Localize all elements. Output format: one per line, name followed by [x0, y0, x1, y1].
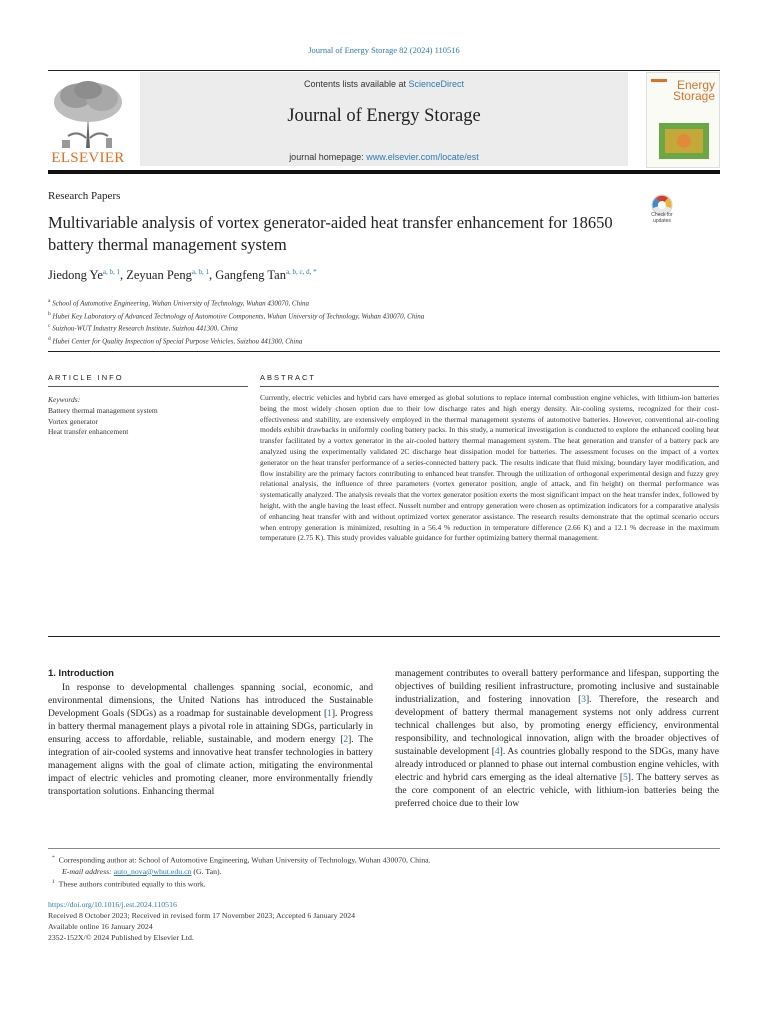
- intro-paragraph-continued: [395, 668, 719, 811]
- affiliation-text: School of Automotive Engineering, Wuhan University of Technology, Wuhan 430070, China: [52, 299, 310, 308]
- affiliation-key: a: [48, 298, 51, 304]
- footnote-text: These authors contributed equally to this work.: [58, 879, 206, 889]
- top-rule: [48, 70, 720, 71]
- publisher-name: ELSEVIER: [51, 150, 125, 166]
- cover-title-line2: Storage: [672, 89, 715, 103]
- abstract-body: Currently, electric vehicles and hybrid cars have emerged as global solutions to replace internal combustion engine vehicles, with lithium-ion batteries being the most widely chosen option due to their low discharge rates and high energy density. Air-cooling systems, recognized for their cost-effectiveness and stability, are extensively employed in the thermal management systems of automotive batteries. However, conventional air-cooling models exhibit drawbacks in uniformly cooling battery packs. In this study, a numerical investigation is conducted to explore the enhanced cooling heat transfer facilitated by a vortex generator in the air-cooled battery thermal management system. The heat generation and transfer of a battery pack are analyzed using the experimentally validated 2C discharge heat dissipation model for batteries. The assessment focuses on the impact of a vortex generator on the heat transfer performance of a series-connected battery pack. The results indicate that fluid mixing, boundary layer modification, and flow instability are the primary factors contributing to enhanced heat transfer. Through the utilization of orthogonal experimental design and fuzzy grey relational analysis, the influence of three parameters (vortex generator position, angle of attack, and fin height) on thermal performance was systematically analyzed. The analysis reveals that the vortex generator position exerts the most significant impact on the heat transfer index, followed by height, with the angle having the least effect. Nusselt number and entropy generation were chosen as optimization indicators for a comparative analysis of enhancing heat transfer with and without optimized vortex generator assistance. The research results demonstrate that the optimal scenario occurs when entropy generation is minimized, resulting in a 56.4 % reduction in temperature difference (2.66 K) and a 12.1 % decrease in the maximum temperature (2.75 K). This study provides valuable guidance for further optimizing battery thermal management.: [260, 393, 719, 543]
- affiliation-key: d: [48, 335, 51, 342]
- author-affil-marks[interactable]: a, b, 1: [102, 268, 120, 276]
- homepage-link[interactable]: www.elsevier.com/locate/est: [366, 152, 479, 162]
- affiliation-item: [48, 309, 708, 322]
- journal-title: Journal of Energy Storage: [287, 106, 481, 126]
- homepage-line: [140, 152, 628, 162]
- text-run: ]. Therefore, the research and development of battery thermal management systems not only address current technical challenges but also, by promoting energy efficiency, environmental responsibility, and technological innovation, align with the broader objectives of sustainable development [: [395, 695, 719, 757]
- author-name[interactable]: Zeyuan Peng: [126, 268, 192, 283]
- copyright: 2352-152X/© 2024 Published by Elsevier Ltd.: [48, 933, 194, 942]
- crossmark-label: [645, 212, 679, 224]
- email-link[interactable]: auto_nova@whut.edu.cn: [113, 866, 192, 876]
- email-label: E-mail address:: [62, 866, 114, 876]
- affiliation-item: [48, 321, 708, 334]
- corresponding-footnote: [52, 853, 712, 866]
- email-footnote: [52, 866, 712, 877]
- cover-title: [653, 80, 715, 102]
- citation-link[interactable]: 5: [623, 773, 628, 783]
- keyword-item: Vortex generator: [48, 416, 99, 426]
- keyword-item: Battery thermal management system: [48, 405, 158, 415]
- contents-prefix: Contents lists available at: [303, 79, 409, 89]
- intro-column-right: [395, 668, 719, 811]
- intro-paragraph: [48, 682, 373, 799]
- publication-info: [48, 899, 720, 943]
- footnote-rule: [48, 848, 720, 849]
- journal-citation[interactable]: Journal of Energy Storage 82 (2024) 110516: [308, 45, 460, 55]
- cover-title-line1: Energy: [676, 78, 715, 92]
- contents-line: [140, 79, 628, 89]
- keywords-block: [48, 395, 248, 438]
- author-affil-marks[interactable]: a, b, c, d, *: [285, 268, 317, 276]
- author-name[interactable]: Gangfeng Tan: [215, 268, 286, 283]
- abstract-end-rule: [48, 636, 720, 637]
- text-run: ]. As countries globally respond to the SDGs, many have already introduced or planned to phase out internal combustion engine vehicles, with electric and hybrid cars emerging as the ideal alternative [: [395, 747, 719, 783]
- paper-title: Multivariable analysis of vortex generator-aided heat transfer enhancement for 18650 battery thermal management system: [48, 213, 613, 254]
- article-info-rule: [48, 386, 248, 387]
- footnotes: [52, 853, 712, 889]
- available-online: Available online 16 January 2024: [48, 922, 153, 931]
- footnote-text: Corresponding author at: School of Automotive Engineering, Wuhan University of Technology, Wuhan 430070, China.: [58, 855, 431, 865]
- affiliation-list: [48, 296, 708, 346]
- homepage-prefix: journal homepage:: [289, 152, 367, 162]
- text-run: ]. Progress in battery thermal management plays a pivotal role in attaining SDGs, particularly in ensuring access to affordable, reliable, sustainable, and modern energy [: [48, 709, 373, 745]
- text-run: ]. The battery serves as the core component of an electric vehicle, with lithium-ion batteries being the preferred choice due to their low: [395, 773, 720, 809]
- affiliation-text: Hubei Key Laboratory of Advanced Technology of Automotive Components, Wuhan University of Technology, Wuhan 430070, China: [52, 311, 425, 320]
- keyword-item: Heat transfer enhancement: [48, 427, 129, 437]
- affiliation-item: [48, 296, 708, 309]
- citation-link[interactable]: 2: [343, 735, 349, 745]
- author-list: Jiedong Ye$^{a, b, 1}$, Zeyuan Peng$^{a, b, 1}$, Gangfeng Tan$^{a, b, c, d, *}$: [48, 268, 317, 283]
- doi-link[interactable]: https://doi.org/10.1016/j.est.2024.110516: [48, 900, 177, 909]
- abstract-rule: [260, 386, 719, 387]
- author-affil-marks[interactable]: a, b, 1: [191, 268, 209, 276]
- equal-contribution-footnote: [52, 877, 712, 890]
- author-name[interactable]: Jiedong Ye: [48, 268, 103, 283]
- crossmark-line2: updates: [653, 218, 671, 224]
- affiliation-key: b: [48, 310, 51, 317]
- footnote-mark: 1: [52, 878, 55, 885]
- section-heading-introduction: 1. Introduction: [48, 668, 114, 679]
- header-rule: [48, 351, 720, 352]
- text-run: ]. The integration of air-cooled systems and innovative heat transfer technologies in battery management aligns with the goal of climate action, mitigating the environmental impact of electric vehicles and promoting cleaner, more environmentally friendly transportation solutions. Enhancing thermal: [48, 735, 373, 797]
- keywords-label: Keywords:: [48, 395, 81, 404]
- intro-column-left: [48, 682, 373, 799]
- crossmark-line1: Check for: [651, 212, 673, 218]
- article-section: Research Papers: [48, 190, 121, 202]
- citation-link[interactable]: 1: [327, 709, 332, 719]
- elsevier-tree-icon: [48, 78, 128, 150]
- citation-link[interactable]: 3: [581, 695, 586, 705]
- affiliation-text: Suizhou-WUT Industry Research Institute, Suizhou 441300, China: [52, 324, 238, 333]
- affiliation-item: [48, 334, 708, 347]
- text-run: management contributes to overall battery performance and lifespan, supporting the objectives of building resilient infrastructure, promoting inclusive and sustainable industrialization, and fostering innovation [: [395, 669, 719, 705]
- received-dates: Received 8 October 2023; Received in revised form 17 November 2023; Accepted 6 January 2024: [48, 911, 356, 920]
- sciencedirect-link[interactable]: ScienceDirect: [408, 79, 465, 89]
- masthead-rule: [48, 170, 720, 174]
- article-info-heading: ARTICLE INFO: [48, 373, 124, 382]
- abstract-heading: ABSTRACT: [260, 373, 317, 382]
- affiliation-key: c: [48, 323, 51, 330]
- email-suffix: (G. Tan).: [191, 866, 222, 876]
- affiliation-text: Hubei Center for Quality Inspection of Special Purpose Vehicles, Suizhou 441300, China: [52, 336, 303, 345]
- citation-link[interactable]: 4: [494, 747, 500, 757]
- text-run: In response to developmental challenges spanning social, economic, and environmental dimensions, the United Nations has introduced the Sustainable Development Goals (SDGs) as a roadmap for sustainable development [: [48, 683, 373, 719]
- footnote-mark: *: [52, 855, 55, 861]
